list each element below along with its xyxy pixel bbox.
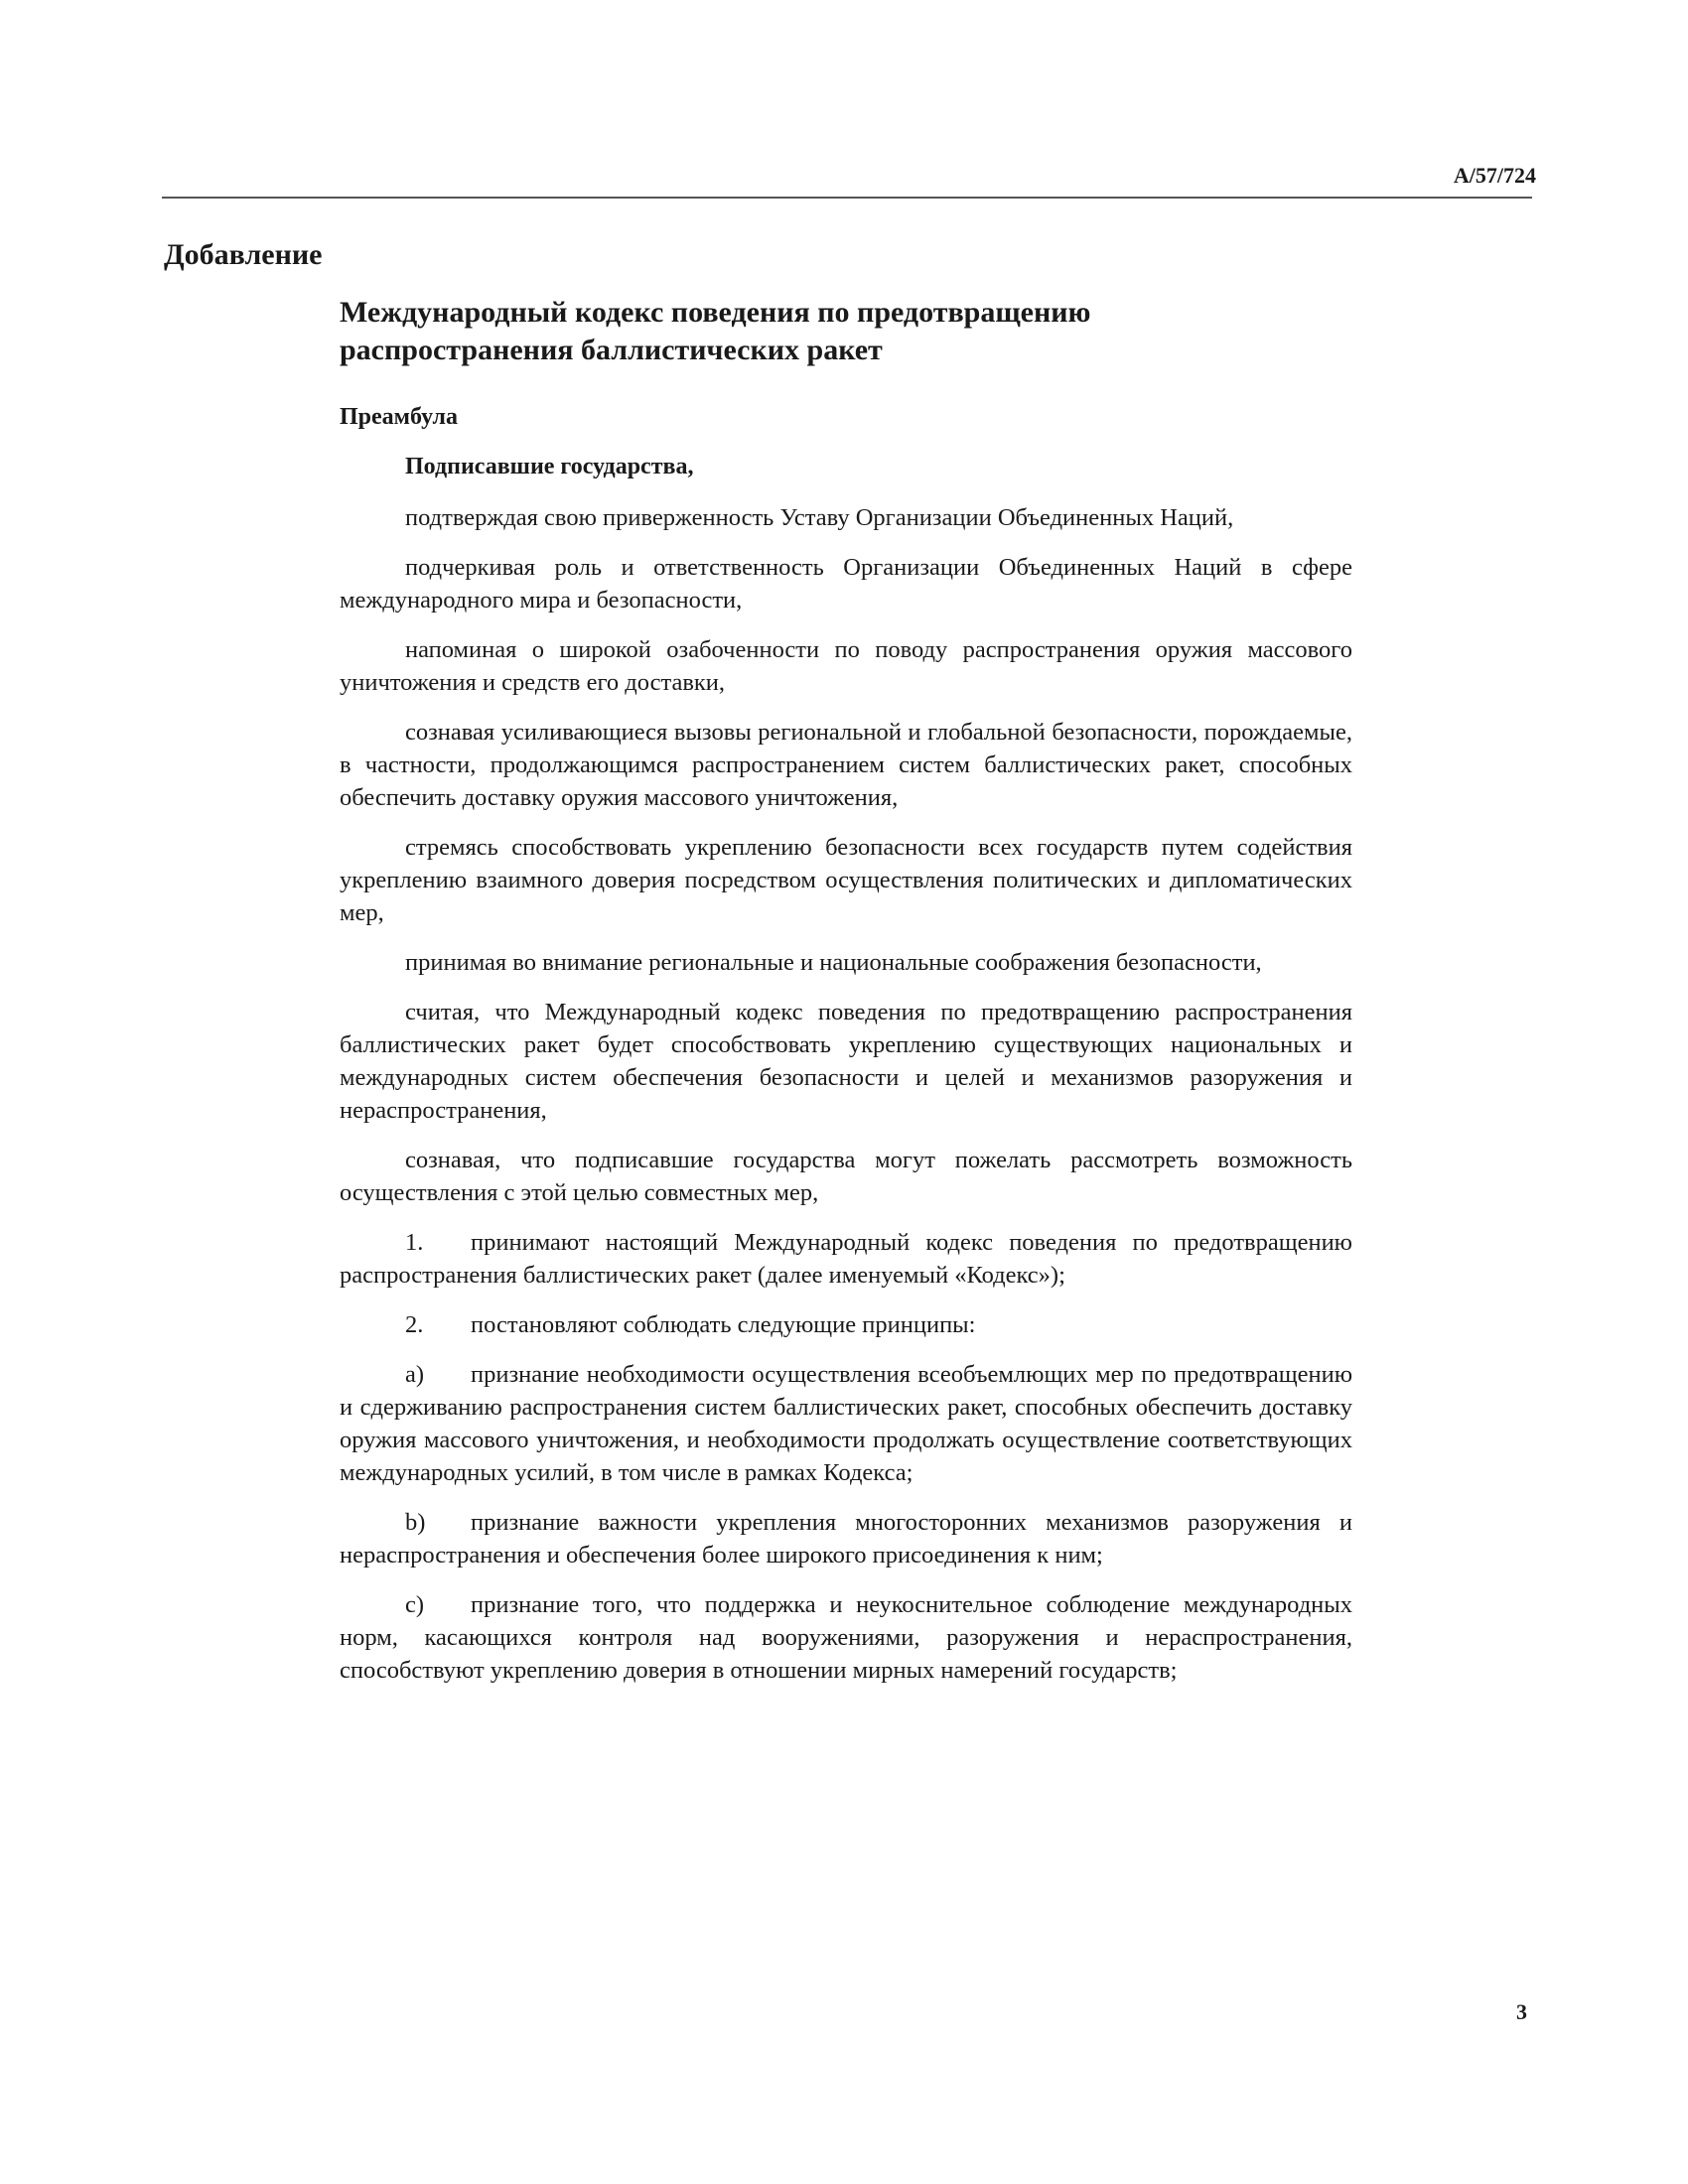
paragraph — [340, 633, 1352, 699]
paragraph-text: подчеркивая роль и ответственность Организации Объединенных Наций в сфере международного мира и безопасности, — [340, 554, 1352, 614]
paragraph — [340, 551, 1352, 616]
paragraph — [340, 716, 1352, 814]
paragraph — [340, 831, 1352, 929]
numbered-paragraph — [340, 1308, 1352, 1341]
document-body — [340, 294, 1352, 1704]
paragraph — [340, 501, 1352, 534]
signatories-heading: Подписавшие государства, — [405, 454, 694, 479]
header-rule — [162, 197, 1532, 199]
paragraph-letter: b) — [405, 1509, 426, 1536]
numbered-paragraph — [340, 1226, 1352, 1292]
paragraph — [340, 946, 1352, 979]
paragraph-text: признание того, что поддержка и неукоснительное соблюдение международных норм, касающихся контроля над вооружениями, разоружения и нераспространения, способствуют укреплению доверия в отношении мирных намерений государств; — [340, 1591, 1352, 1684]
paragraph — [340, 996, 1352, 1127]
preamble-heading: Преамбула — [340, 404, 458, 430]
paragraph-text: признание важности укрепления многосторонних механизмов разоружения и нераспространения и обеспечения более широкого присоединения к ним; — [340, 1509, 1352, 1569]
lettered-paragraph — [340, 1588, 1352, 1687]
paragraph-text: сознавая, что подписавшие государства могут пожелать рассмотреть возможность осуществления с этой целью совместных мер, — [340, 1147, 1352, 1206]
paragraph-number: 2. — [405, 1311, 424, 1338]
paragraph-text: постановляют соблюдать следующие принципы: — [471, 1311, 976, 1338]
paragraph-text: подтверждая свою приверженность Уставу Организации Объединенных Наций, — [405, 504, 1234, 531]
paragraph-number: 1. — [405, 1229, 424, 1256]
paragraph-text: стремясь способствовать укреплению безопасности всех государств путем содействия укреплению взаимного доверия посредством осуществления политических и дипломатических мер, — [340, 834, 1352, 926]
paragraph-text: считая, что Международный кодекс поведения по предотвращению распространения баллистических ракет будет способствовать укреплению существующих национальных и международных систем обеспечения безопасности и целей и механизмов разоружения и нераспространения, — [340, 999, 1352, 1124]
lettered-paragraph — [340, 1506, 1352, 1571]
document-symbol: A/57/724 — [1453, 163, 1536, 188]
lettered-paragraph — [340, 1358, 1352, 1489]
paragraph-text: принимая во внимание региональные и национальные соображения безопасности, — [405, 949, 1262, 976]
paragraph-text: сознавая усиливающиеся вызовы региональной и глобальной безопасности, порождаемые, в частности, продолжающимся распространением систем баллистических ракет, способных обеспечить доставку оружия массового уничтожения, — [340, 719, 1352, 811]
paragraph-text: признание необходимости осуществления всеобъемлющих мер по предотвращению и сдерживанию распространения систем баллистических ракет, способных обеспечить доставку оружия массового уничтожения, и необходимости продолжать осуществление соответствующих международных усилий, в том числе в рамках Кодекса; — [340, 1361, 1352, 1486]
page-number: 3 — [1516, 1999, 1527, 2024]
paragraph-letter: c) — [405, 1591, 425, 1618]
paragraph-text: напоминая о широкой озабоченности по поводу распространения оружия массового уничтожения и средств его доставки, — [340, 636, 1352, 696]
main-title — [340, 294, 1352, 369]
section-title: Добавление — [164, 238, 323, 271]
paragraph — [340, 1144, 1352, 1209]
main-title-line1: Международный кодекс поведения по предотвращению — [340, 296, 1091, 329]
paragraph-text: принимают настоящий Международный кодекс поведения по предотвращению распространения баллистических ракет (далее именуемый «Кодекс»); — [340, 1229, 1352, 1289]
paragraph-letter: a) — [405, 1361, 425, 1388]
main-title-line2: распространения баллистических ракет — [340, 334, 883, 366]
